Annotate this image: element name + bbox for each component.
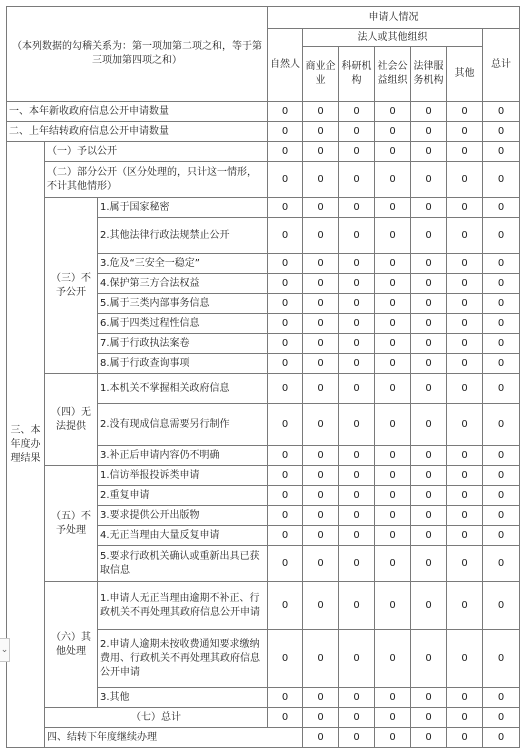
cell-value: 0 xyxy=(303,688,339,708)
cell-value: 0 xyxy=(303,486,339,506)
cell-value: 0 xyxy=(483,546,520,582)
cell-value: 0 xyxy=(447,582,483,630)
header-other: 其他 xyxy=(447,47,483,102)
cell-value: 0 xyxy=(303,198,339,218)
cell-value: 0 xyxy=(268,404,303,446)
cell-value: 0 xyxy=(375,526,411,546)
cell-value: 0 xyxy=(268,374,303,404)
cell-value: 0 xyxy=(375,274,411,294)
cell-value: 0 xyxy=(303,546,339,582)
cell-value: 0 xyxy=(339,374,375,404)
cell-value: 0 xyxy=(447,254,483,274)
cell-value: 0 xyxy=(411,198,447,218)
cell-value: 0 xyxy=(303,708,339,728)
cell-value: 0 xyxy=(483,486,520,506)
cell-value: 0 xyxy=(375,334,411,354)
cell-value: 0 xyxy=(339,274,375,294)
cell-value: 0 xyxy=(483,102,520,122)
cell-value: 0 xyxy=(339,708,375,728)
row-label: 4.保护第三方合法权益 xyxy=(98,274,268,294)
row-label: 3.其他 xyxy=(98,688,268,708)
group-label: （四）无法提供 xyxy=(45,374,98,466)
row-label: 4.无正当理由大量反复申请 xyxy=(98,526,268,546)
header-commercial: 商业企业 xyxy=(303,47,339,102)
cell-value: 0 xyxy=(447,198,483,218)
cell-value: 0 xyxy=(411,122,447,142)
cell-value: 0 xyxy=(268,466,303,486)
cell-value: 0 xyxy=(268,546,303,582)
cell-value: 0 xyxy=(375,466,411,486)
group-label: （三）不予公开 xyxy=(45,198,98,374)
cell-value: 0 xyxy=(447,466,483,486)
cell-value: 0 xyxy=(339,314,375,334)
section-three-label: 三、本年度办理结果 xyxy=(7,142,45,748)
row-label: 1.属于国家秘密 xyxy=(98,198,268,218)
cell-value: 0 xyxy=(268,708,303,728)
cell-value: 0 xyxy=(447,688,483,708)
cell-value: 0 xyxy=(375,404,411,446)
cell-value: 0 xyxy=(375,142,411,162)
cell-value: 0 xyxy=(268,582,303,630)
row-label: 5.要求行政机关确认或重新出具已获取信息 xyxy=(98,546,268,582)
cell-value: 0 xyxy=(339,198,375,218)
cell-value: 0 xyxy=(268,102,303,122)
cell-value: 0 xyxy=(339,728,375,748)
cell-value: 0 xyxy=(411,582,447,630)
cell-value: 0 xyxy=(375,122,411,142)
row-label: 5.属于三类内部事务信息 xyxy=(98,294,268,314)
cell-value: 0 xyxy=(339,122,375,142)
cell-value: 0 xyxy=(411,486,447,506)
cell-value: 0 xyxy=(447,506,483,526)
cell-value: 0 xyxy=(303,728,339,748)
cell-value: 0 xyxy=(339,102,375,122)
cell-value: 0 xyxy=(411,506,447,526)
cell-value: 0 xyxy=(483,122,520,142)
row-label: （一）予以公开 xyxy=(45,142,268,162)
cell-value: 0 xyxy=(339,688,375,708)
cell-value: 0 xyxy=(447,446,483,466)
cell-value: 0 xyxy=(375,254,411,274)
cell-value: 0 xyxy=(483,708,520,728)
cell-value: 0 xyxy=(303,374,339,404)
row-label: 6.属于四类过程性信息 xyxy=(98,314,268,334)
cell-value: 0 xyxy=(447,374,483,404)
cell-value: 0 xyxy=(483,334,520,354)
cell-value: 0 xyxy=(303,122,339,142)
cell-value: 0 xyxy=(447,162,483,198)
header-note: （本列数据的勾稽关系为：第一项加第二项之和，等于第三项加第四项之和） xyxy=(7,7,268,102)
cell-value: 0 xyxy=(339,506,375,526)
row-label: 1.信访举报投诉类申请 xyxy=(98,466,268,486)
cell-value: 0 xyxy=(303,466,339,486)
header-natural-person: 自然人 xyxy=(268,29,303,102)
row-label: （二）部分公开（区分处理的，只计这一情形，不计其他情形） xyxy=(45,162,268,198)
cell-value: 0 xyxy=(303,404,339,446)
cell-value: 0 xyxy=(447,546,483,582)
cell-value: 0 xyxy=(483,446,520,466)
cell-value: 0 xyxy=(339,446,375,466)
cell-value: 0 xyxy=(483,254,520,274)
side-toggle-glyph: ⌄ xyxy=(0,645,9,655)
cell-value: 0 xyxy=(268,254,303,274)
cell-value: 0 xyxy=(411,708,447,728)
cell-value: 0 xyxy=(375,728,411,748)
cell-value: 0 xyxy=(268,334,303,354)
cell-value: 0 xyxy=(339,294,375,314)
cell-value: 0 xyxy=(375,218,411,254)
cell-value: 0 xyxy=(339,486,375,506)
cell-value: 0 xyxy=(268,354,303,374)
cell-value: 0 xyxy=(411,526,447,546)
cell-value: 0 xyxy=(447,404,483,446)
cell-value: 0 xyxy=(303,218,339,254)
cell-value: 0 xyxy=(411,688,447,708)
cell-value: 0 xyxy=(268,274,303,294)
row-label: 1.申请人无正当理由逾期不补正、行政机关不再处理其政府信息公开申请 xyxy=(98,582,268,630)
group-label: （五）不予处理 xyxy=(45,466,98,582)
header-social-welfare: 社会公益组织 xyxy=(375,47,411,102)
cell-value: 0 xyxy=(303,162,339,198)
cell-value: 0 xyxy=(411,446,447,466)
cell-value: 0 xyxy=(375,198,411,218)
cell-value: 0 xyxy=(268,198,303,218)
header-total: 总计 xyxy=(483,29,520,102)
cell-value: 0 xyxy=(483,218,520,254)
cell-value: 0 xyxy=(303,506,339,526)
chevron-down-icon[interactable] xyxy=(0,638,10,662)
row-label: 2.没有现成信息需要另行制作 xyxy=(98,404,268,446)
cell-value: 0 xyxy=(447,274,483,294)
cell-value: 0 xyxy=(411,294,447,314)
cell-value: 0 xyxy=(483,274,520,294)
cell-value: 0 xyxy=(303,526,339,546)
cell-value: 0 xyxy=(483,728,520,748)
row-label: 2.其他法律行政法规禁止公开 xyxy=(98,218,268,254)
cell-value: 0 xyxy=(447,142,483,162)
cell-value: 0 xyxy=(375,314,411,334)
cell-value: 0 xyxy=(339,546,375,582)
cell-value: 0 xyxy=(268,314,303,334)
cell-value: 0 xyxy=(447,122,483,142)
disclosure-statistics-table xyxy=(6,6,520,748)
cell-value: 0 xyxy=(303,582,339,630)
cell-value: 0 xyxy=(268,688,303,708)
cell-value: 0 xyxy=(447,218,483,254)
row-label: 3.要求提供公开出版物 xyxy=(98,506,268,526)
header-research: 科研机构 xyxy=(339,47,375,102)
cell-value: 0 xyxy=(375,374,411,404)
row-label: 一、本年新收政府信息公开申请数量 xyxy=(7,102,268,122)
cell-value: 0 xyxy=(268,218,303,254)
cell-value: 0 xyxy=(411,142,447,162)
cell-value: 0 xyxy=(411,630,447,688)
cell-value: 0 xyxy=(339,354,375,374)
cell-value: 0 xyxy=(339,254,375,274)
cell-value: 0 xyxy=(375,708,411,728)
cell-value: 0 xyxy=(375,582,411,630)
cell-value: 0 xyxy=(375,630,411,688)
cell-value: 0 xyxy=(483,630,520,688)
cell-value: 0 xyxy=(339,218,375,254)
cell-value: 0 xyxy=(303,630,339,688)
cell-value: 0 xyxy=(483,354,520,374)
cell-value: 0 xyxy=(411,274,447,294)
cell-value: 0 xyxy=(483,142,520,162)
cell-value: 0 xyxy=(303,354,339,374)
row-label: 二、上年结转政府信息公开申请数量 xyxy=(7,122,268,142)
cell-value: 0 xyxy=(411,334,447,354)
cell-value: 0 xyxy=(268,630,303,688)
cell-value: 0 xyxy=(375,162,411,198)
cell-value: 0 xyxy=(447,354,483,374)
row-label: 7.属于行政执法案卷 xyxy=(98,334,268,354)
cell-value: 0 xyxy=(411,354,447,374)
cell-value: 0 xyxy=(447,314,483,334)
row-label: 8.属于行政查询事项 xyxy=(98,354,268,374)
cell-value: 0 xyxy=(375,354,411,374)
header-legal-org: 法人或其他组织 xyxy=(303,29,483,47)
cell-value: 0 xyxy=(268,446,303,466)
cell-value: 0 xyxy=(483,466,520,486)
header-legal-service: 法律服务机构 xyxy=(411,47,447,102)
row-label: 1.本机关不掌握相关政府信息 xyxy=(98,374,268,404)
row-label: 3.危及“三安全一稳定” xyxy=(98,254,268,274)
cell-value: 0 xyxy=(268,506,303,526)
cell-value: 0 xyxy=(411,254,447,274)
cell-value: 0 xyxy=(447,334,483,354)
cell-value: 0 xyxy=(303,102,339,122)
cell-value: 0 xyxy=(483,162,520,198)
cell-value: 0 xyxy=(483,688,520,708)
cell-value: 0 xyxy=(447,630,483,688)
cell-value: 0 xyxy=(303,334,339,354)
cell-value: 0 xyxy=(411,162,447,198)
cell-value: 0 xyxy=(339,404,375,446)
cell-value: 0 xyxy=(268,162,303,198)
cell-value: 0 xyxy=(483,582,520,630)
cell-value: 0 xyxy=(303,254,339,274)
cell-value: 0 xyxy=(411,374,447,404)
cell-value: 0 xyxy=(483,526,520,546)
cell-value: 0 xyxy=(483,404,520,446)
row-label: 2.重复申请 xyxy=(98,486,268,506)
cell-value: 0 xyxy=(411,404,447,446)
group-label: （六）其他处理 xyxy=(45,582,98,708)
cell-value: 0 xyxy=(303,274,339,294)
cell-value: 0 xyxy=(447,102,483,122)
cell-value: 0 xyxy=(303,142,339,162)
row-label: 2.申请人逾期未按收费通知要求缴纳费用、行政机关不再处理其政府信息公开申请 xyxy=(98,630,268,688)
row-label: 四、结转下年度继续办理 xyxy=(45,728,303,748)
cell-value: 0 xyxy=(411,218,447,254)
cell-value: 0 xyxy=(375,294,411,314)
cell-value: 0 xyxy=(339,334,375,354)
cell-value: 0 xyxy=(268,526,303,546)
row-label: 3.补正后申请内容仍不明确 xyxy=(98,446,268,466)
cell-value: 0 xyxy=(483,374,520,404)
cell-value: 0 xyxy=(375,102,411,122)
cell-value: 0 xyxy=(339,142,375,162)
cell-value: 0 xyxy=(411,466,447,486)
cell-value: 0 xyxy=(268,122,303,142)
cell-value: 0 xyxy=(447,708,483,728)
cell-value: 0 xyxy=(339,582,375,630)
cell-value: 0 xyxy=(268,294,303,314)
cell-value: 0 xyxy=(375,506,411,526)
cell-value: 0 xyxy=(447,526,483,546)
cell-value: 0 xyxy=(339,630,375,688)
cell-value: 0 xyxy=(268,486,303,506)
cell-value: 0 xyxy=(303,294,339,314)
cell-value: 0 xyxy=(411,728,447,748)
cell-value: 0 xyxy=(303,314,339,334)
cell-value: 0 xyxy=(303,446,339,466)
cell-value: 0 xyxy=(447,486,483,506)
cell-value: 0 xyxy=(447,294,483,314)
cell-value: 0 xyxy=(375,688,411,708)
cell-value: 0 xyxy=(411,102,447,122)
cell-value: 0 xyxy=(411,546,447,582)
cell-value: 0 xyxy=(411,314,447,334)
cell-value: 0 xyxy=(483,506,520,526)
cell-value: 0 xyxy=(447,728,483,748)
header-applicant-info: 申请人情况 xyxy=(268,7,520,29)
cell-value: 0 xyxy=(483,314,520,334)
cell-value: 0 xyxy=(339,466,375,486)
cell-value: 0 xyxy=(375,546,411,582)
cell-value: 0 xyxy=(375,446,411,466)
cell-value: 0 xyxy=(268,142,303,162)
row-label: （七）总计 xyxy=(45,708,268,728)
cell-value: 0 xyxy=(339,526,375,546)
cell-value: 0 xyxy=(483,198,520,218)
cell-value: 0 xyxy=(339,162,375,198)
cell-value: 0 xyxy=(483,294,520,314)
cell-value: 0 xyxy=(375,486,411,506)
